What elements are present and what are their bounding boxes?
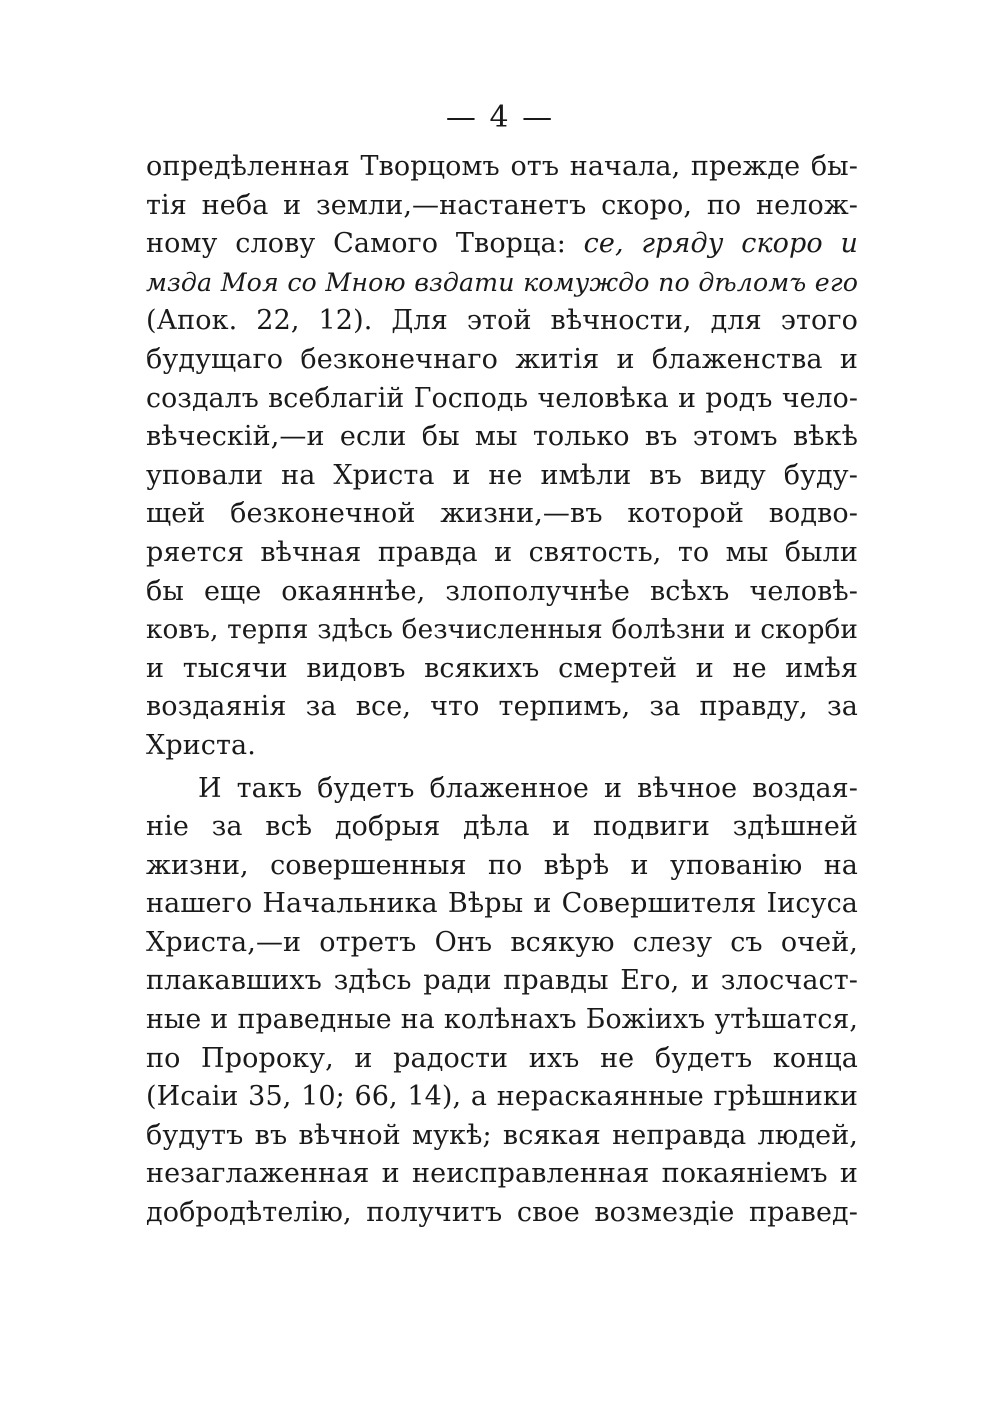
text-line: бы еще окаяннѣе, злополучнѣе всѣхъ человѣ- (146, 575, 858, 607)
text-line: по Пророку, и радости ихъ не будетъ конца (146, 1042, 858, 1074)
text-line: щей безконечной жизни,—въ которой водво- (146, 498, 858, 530)
text-line: воздаянія за все, что терпимъ, за правду, за (146, 691, 858, 723)
scripture-quote: се, гряду скоро и (565, 228, 858, 260)
text-line: тія неба и земли,—настанетъ скоро, по нелож- (146, 189, 858, 221)
text-line: И такъ будетъ блаженное и вѣчное воздая- (198, 772, 858, 804)
text-line: и тысячи видовъ всякихъ смертей и не имѣя (146, 652, 858, 684)
text-line: плакавшихъ здѣсь ради правды Его, и злосчаст- (146, 965, 858, 997)
text-line: незаглаженная и неисправленная покаяніемъ и (146, 1158, 858, 1190)
text-line (146, 225, 858, 264)
text-line: будутъ въ вѣчной мукѣ; всякая неправда людей, (146, 1119, 858, 1151)
text-line: уповали на Христа и не имѣли въ виду буду- (146, 459, 858, 491)
text-line: вѣческій,—и если бы мы только въ этомъ вѣкѣ (146, 421, 858, 453)
page-number: — 4 — (445, 100, 555, 135)
text-line: жизни, совершенныя по вѣрѣ и упованію на (146, 849, 858, 881)
text-line: ные и праведные на колѣнахъ Божіихъ утѣшатся, (146, 1004, 858, 1036)
scripture-quote-line: мзда Моя со Мною вздати комуждо по дѣломъ его (146, 267, 858, 297)
text-line: ковъ, терпя здѣсь безчисленныя болѣзни и скорби (146, 615, 858, 646)
text-line: добродѣтелію, получитъ свое возмездіе правед- (146, 1197, 858, 1229)
text-line: (Апок. 22, 12). Для этой вѣчности, для этого (146, 305, 858, 337)
text-line: нашего Начальника Вѣры и Совершителя Іисуса (146, 888, 858, 920)
text-line: опредѣленная Творцомъ отъ начала, прежде бы- (146, 151, 858, 182)
text-line: ряется вѣчная правда и святость, то мы были (146, 536, 858, 568)
text-line: (Исаіи 35, 10; 66, 14), а нераскаянные грѣшники (146, 1081, 858, 1113)
body-text (146, 148, 858, 1233)
text-line-start: ному слову Самого Творца: (146, 228, 566, 260)
text-line: ніе за всѣ добрыя дѣла и подвиги здѣшней (146, 811, 858, 843)
text-line: будущаго безконечнаго житія и блаженства и (146, 343, 858, 375)
text-line: создалъ всеблагій Господь человѣка и родъ чело- (146, 382, 858, 414)
text-line: Христа,—и отретъ Онъ всякую слезу съ очей, (146, 926, 858, 958)
text-line: Христа. (146, 729, 256, 761)
